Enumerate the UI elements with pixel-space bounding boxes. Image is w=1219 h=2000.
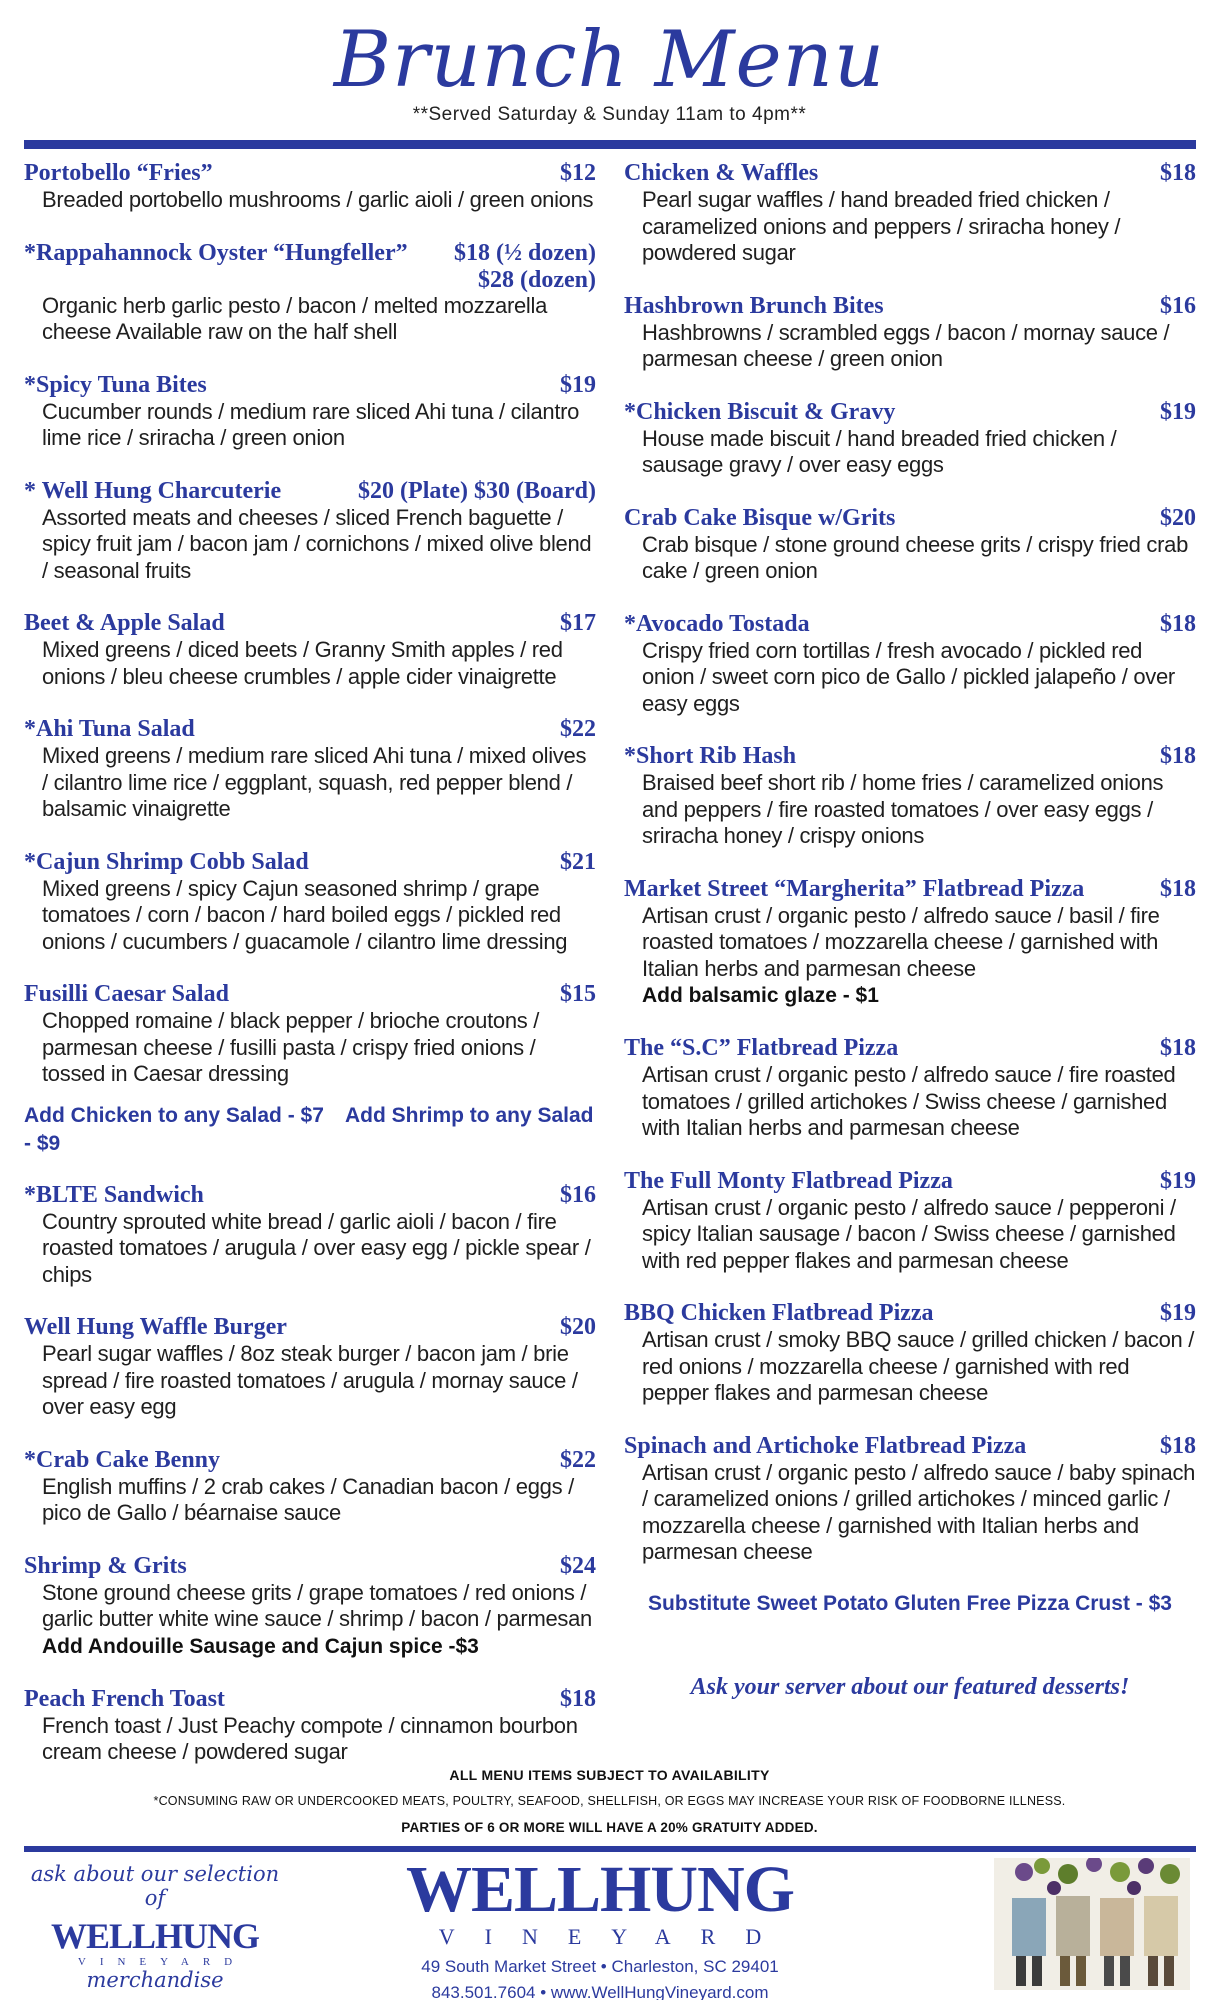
menu-item-name: *Crab Cake Benny [24, 1446, 221, 1473]
brand-address: 49 South Market Street • Charleston, SC 29401 [421, 1957, 779, 1976]
menu-item-name: *Cajun Shrimp Cobb Salad [24, 848, 309, 875]
add-chicken-note: Add Chicken to any Salad - $7 [24, 1103, 324, 1127]
menu-item-price: $19 [1160, 1300, 1196, 1326]
menu-item-name: *Chicken Biscuit & Gravy [624, 398, 896, 425]
menu-item-price: $19 [1160, 1167, 1196, 1194]
menu-item-header [24, 981, 596, 1008]
menu-item-description: Pearl sugar waffles / 8oz steak burger / bacon jam / brie spread / fire roasted tomatoes / arugula / mornay sauce / over easy egg [42, 1341, 578, 1419]
menu-item-price: $18 [1160, 743, 1196, 769]
menu-item-description: Mixed greens / medium rare sliced Ahi tuna / mixed olives / cilantro lime rice / eggplant, squash, red pepper blend / balsamic vinaigrette [42, 743, 587, 821]
menu-item-name: The “S.C” Flatbread Pizza [624, 1035, 899, 1061]
menu-item-price: $18 (½ dozen) [454, 239, 596, 266]
add-shrimp-note: Add Shrimp to any Salad - $9 [24, 1103, 594, 1155]
availability-note: ALL MENU ITEMS SUBJECT TO AVAILABILITY [449, 1767, 770, 1783]
menu-item-header [24, 1314, 596, 1341]
menu-item-name: Well Hung Waffle Burger [24, 1314, 287, 1340]
menu-item-header [24, 160, 596, 187]
merch-logo: WELLHUNG [50, 1916, 260, 1956]
menu-item-header [624, 611, 1196, 638]
menu-item-name: Fusilli Caesar Salad [24, 981, 229, 1007]
dessert-note: Ask your server about our featured desserts! [690, 1673, 1130, 1700]
menu-item-description: Organic herb garlic pesto / bacon / melted mozzarella cheese Available raw on the half shell [42, 292, 548, 344]
gluten-free-crust-note: Substitute Sweet Potato Gluten Free Pizza Crust - $3 [648, 1591, 1172, 1615]
menu-item-name: Hashbrown Brunch Bites [624, 292, 884, 319]
menu-item-header [624, 1433, 1196, 1460]
menu-item-name: *Rappahannock Oyster “Hungfeller” [24, 239, 408, 266]
menu-item-header [24, 849, 596, 876]
brand-contact: 843.501.7604 • www.WellHungVineyard.com [431, 1983, 769, 2000]
menu-item-shrimp-grits [24, 1553, 596, 1660]
menu-item-description: Braised beef short rib / home fries / caramelized onions and peppers / fire roasted tomatoes / over easy eggs / sriracha honey / crispy onions [642, 770, 1164, 848]
menu-item-name: *Ahi Tuna Salad [24, 716, 195, 742]
menu-item-price-alt: $28 (dozen) [478, 266, 596, 293]
menu-item-description: Mixed greens / spicy Cajun seasoned shrimp / grape tomatoes / corn / bacon / hard boiled eggs / pickled red onions / cucumbers / guacamole / cilantro lime dressing [42, 875, 568, 954]
menu-item-addon: Add Andouille Sausage and Cajun spice -$3 [42, 1634, 479, 1658]
foodborne-warning: *CONSUMING RAW OR UNDERCOOKED MEATS, POULTRY, SEAFOOD, SHELLFISH, OR EGGS MAY INCREASE YOUR RISK OF FOODBORNE ILLNESS. [153, 1794, 1066, 1808]
menu-item-name: Shrimp & Grits [24, 1552, 187, 1579]
menu-item-fusilli-caesar-salad [24, 981, 596, 1088]
menu-item-header [624, 743, 1196, 770]
menu-item-description: Artisan crust / organic pesto / alfredo sauce / pepperoni / spicy Italian sausage / bacon / Swiss cheese / garnished with red pepper flakes and parmesan cheese [642, 1194, 1176, 1273]
brand-block [380, 1853, 820, 2000]
vineyard-photo-icon [994, 1858, 1190, 1990]
menu-item-header [24, 716, 596, 743]
menu-item-hashbrown-brunch-bites [624, 293, 1196, 373]
menu-item-header [24, 478, 596, 505]
menu-item-header [24, 1447, 596, 1474]
menu-item-portobello-fries [24, 160, 596, 214]
menu-item-header [24, 240, 596, 267]
menu-item-description: Mixed greens / diced beets / Granny Smith apples / red onions / bleu cheese crumbles / apple cider vinaigrette [42, 637, 563, 689]
menu-item-name: Market Street “Margherita” Flatbread Pizza [624, 875, 1085, 902]
menu-item-header [24, 610, 596, 637]
menu-item-well-hung-waffle-burger [24, 1314, 596, 1421]
menu-item-name: BBQ Chicken Flatbread Pizza [624, 1300, 934, 1326]
menu-item-name: *Spicy Tuna Bites [24, 371, 207, 398]
menu-item-price: $18 [1160, 1035, 1196, 1061]
menu-item-price: $17 [560, 610, 596, 636]
menu-item-price: $15 [560, 981, 596, 1007]
menu-item-name: Portobello “Fries” [24, 160, 213, 186]
menu-item-header [624, 160, 1196, 187]
menu-item-price: $16 [560, 1181, 596, 1208]
menu-item-spinach-and-artichoke-flatbread-pizza [624, 1433, 1196, 1566]
menu-item-name: Crab Cake Bisque w/Grits [624, 504, 896, 531]
menu-item-cajun-shrimp-cobb-salad [24, 849, 596, 956]
menu-item-bbq-chicken-flatbread-pizza [624, 1300, 1196, 1407]
menu-item-description: Stone ground cheese grits / grape tomatoes / red onions / garlic butter white wine sauce / shrimp / bacon / parmesan [42, 1579, 592, 1631]
menu-item-header [24, 1553, 596, 1580]
brand-logo-sub: VINEYARD [438, 1924, 792, 1949]
menu-item-peach-french-toast [24, 1686, 596, 1766]
menu-item-name: Spinach and Artichoke Flatbread Pizza [624, 1432, 1027, 1459]
menu-item-price: $22 [560, 1446, 596, 1473]
menu-item-price: $18 [1160, 875, 1196, 902]
menu-item-addon: Add balsamic glaze - $1 [642, 984, 879, 1007]
menu-item-name: * Well Hung Charcuterie [24, 477, 282, 504]
brand-logo: WELLHUNG [405, 1853, 795, 1926]
menu-item-beet-apple-salad [24, 610, 596, 690]
menu-item-the-full-monty-flatbread-pizza [624, 1168, 1196, 1275]
menu-item-name: Chicken & Waffles [624, 160, 819, 186]
menu-item-description: Artisan crust / organic pesto / alfredo sauce / baby spinach / caramelized onions / grilled artichokes / minced garlic / mozzarella cheese / garnished with Italian herbs and parmesan cheese [642, 1459, 1196, 1564]
menu-item-spicy-tuna-bites [24, 372, 596, 452]
menu-item-avocado-tostada [624, 611, 1196, 718]
menu-item-description: Crispy fried corn tortillas / fresh avocado / pickled red onion / sweet corn pico de Gallo / pickled jalapeño / over easy eggs [642, 637, 1175, 716]
menu-item-description: Breaded portobello mushrooms / garlic aioli / green onions [42, 187, 594, 212]
menu-item-name: *Short Rib Hash [624, 743, 797, 769]
merch-logo-sub: VINEYARD [77, 1956, 247, 1968]
menu-item-the-s-c-flatbread-pizza [624, 1035, 1196, 1142]
menu-item-description: Cucumber rounds / medium rare sliced Ahi tuna / cilantro lime rice / sriracha / green onion [42, 398, 580, 450]
menu-item-price: $20 (Plate) $30 (Board) [358, 477, 596, 504]
menu-item-price: $19 [560, 371, 596, 398]
menu-item-name: The Full Monty Flatbread Pizza [624, 1167, 953, 1194]
salad-addons [24, 1102, 596, 1158]
menu-item-description: Hashbrowns / scrambled eggs / bacon / mornay sauce / parmesan cheese / green onion [642, 319, 1170, 371]
menu-item-header [624, 399, 1196, 426]
menu-item-description: Chopped romaine / black pepper / brioche croutons / parmesan cheese / fusilli pasta / crispy fried onions / tossed in Caesar dressing [42, 1008, 540, 1086]
menu-item-description: House made biscuit / hand breaded fried chicken / sausage gravy / over easy eggs [642, 425, 1117, 477]
menu-item-description: Country sprouted white bread / garlic aioli / bacon / fire roasted tomatoes / arugula / over easy egg / pickle spear / chips [42, 1208, 591, 1287]
menu-item-header [24, 372, 596, 399]
menu-item-header [624, 1300, 1196, 1327]
gratuity-note: PARTIES OF 6 OR MORE WILL HAVE A 20% GRATUITY ADDED. [401, 1820, 818, 1835]
menu-item-crab-cake-bisque-w-grits [624, 505, 1196, 585]
menu-item-short-rib-hash [624, 743, 1196, 850]
served-hours: **Served Saturday & Sunday 11am to 4pm** [412, 104, 807, 125]
right-column [624, 160, 1196, 1701]
menu-item-market-street-margherita-flatbread-pizza [624, 876, 1196, 1010]
menu-item-description: Artisan crust / organic pesto / alfredo sauce / fire roasted tomatoes / grilled artichokes / Swiss cheese / garnished with Italian herbs and parmesan cheese [642, 1062, 1176, 1140]
menu-item-header [24, 1182, 596, 1209]
merch-line-2: merchandise [86, 1968, 224, 1992]
menu-item-ahi-tuna-salad [24, 716, 596, 823]
menu-item-description: English muffins / 2 crab cakes / Canadian bacon / eggs / pico de Gallo / béarnaise sauce [42, 1473, 574, 1525]
menu-item-name: Beet & Apple Salad [24, 610, 225, 636]
menu-item-header [624, 293, 1196, 320]
menu-item-header [624, 505, 1196, 532]
menu-item-price: $22 [560, 716, 596, 742]
top-divider [24, 140, 1196, 149]
menu-item-header [624, 1168, 1196, 1195]
menu-item-description: Artisan crust / organic pesto / alfredo sauce / basil / fire roasted tomatoes / mozzarella cheese / garnished with Italian herbs and parmesan cheese [642, 902, 1160, 981]
menu-item-well-hung-charcuterie [24, 478, 596, 585]
menu-item-description: Artisan crust / smoky BBQ sauce / grilled chicken / bacon / red onions / mozzarella cheese / garnished with red pepper flakes and parmesan cheese [642, 1327, 1195, 1405]
menu-item-price: $20 [1160, 504, 1196, 531]
menu-item-price: $16 [1160, 292, 1196, 319]
menu-title: Brunch Menu [333, 15, 886, 105]
merchandise-block [30, 1862, 280, 1992]
menu-item-price: $18 [560, 1685, 596, 1712]
menu-item-description: French toast / Just Peachy compote / cinnamon bourbon cream cheese / powdered sugar [42, 1712, 578, 1764]
menu-item-price: $20 [560, 1314, 596, 1340]
menu-item-header [624, 876, 1196, 903]
menu-item-header [624, 1035, 1196, 1062]
menu-item-price: $24 [560, 1552, 596, 1579]
menu-item-description: Assorted meats and cheeses / sliced French baguette / spicy fruit jam / bacon jam / cornichons / mixed olive blend / seasonal fruits [42, 504, 592, 583]
menu-item-blte-sandwich [24, 1182, 596, 1289]
bottom-divider [24, 1846, 1196, 1852]
menu-item-price: $18 [1160, 160, 1196, 186]
menu-item-chicken-biscuit-gravy [624, 399, 1196, 479]
menu-item-price: $21 [560, 848, 596, 875]
menu-item-rappahannock-oyster-hungfeller [24, 240, 596, 346]
menu-item-crab-cake-benny [24, 1447, 596, 1527]
menu-item-price: $19 [1160, 398, 1196, 425]
menu-item-chicken-waffles [624, 160, 1196, 267]
menu-item-name: *Avocado Tostada [624, 610, 810, 637]
menu-item-description: Crab bisque / stone ground cheese grits / crispy fried crab cake / green onion [642, 531, 1189, 583]
menu-item-name: Peach French Toast [24, 1685, 225, 1712]
menu-item-price: $18 [1160, 610, 1196, 637]
menu-item-name: *BLTE Sandwich [24, 1181, 204, 1208]
merch-line-1: ask about our selection of [30, 1862, 280, 1910]
menu-item-price: $12 [560, 160, 596, 186]
left-column [24, 160, 596, 1792]
menu-item-header [24, 1686, 596, 1713]
menu-item-description: Pearl sugar waffles / hand breaded fried chicken / caramelized onions and peppers / sriracha honey / powdered sugar [642, 187, 1121, 265]
menu-item-price: $18 [1160, 1432, 1196, 1459]
